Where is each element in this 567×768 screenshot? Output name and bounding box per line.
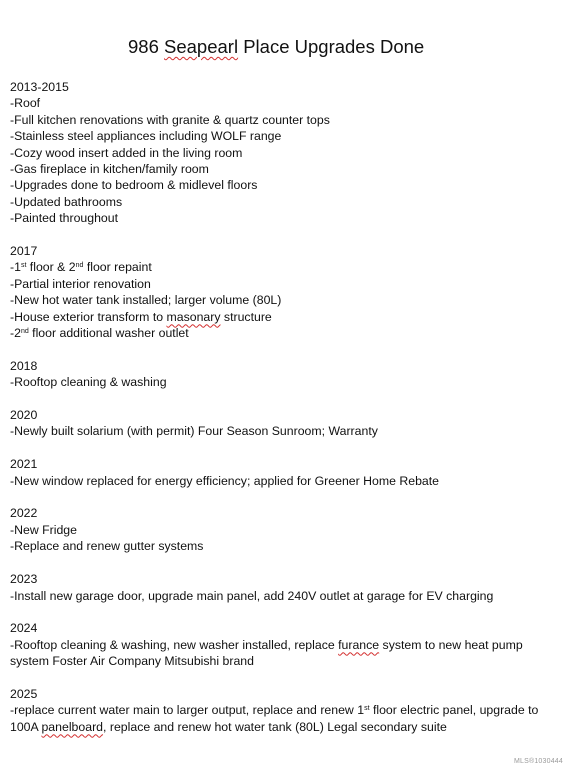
section-year: 2024	[10, 621, 38, 636]
text-part: -replace current water main to larger output, replace and renew 1	[10, 703, 365, 718]
spellcheck-word: furance	[338, 637, 380, 652]
title-prefix: 986	[128, 36, 165, 57]
spellcheck-word: panelboard	[41, 719, 104, 734]
text-part: -Rooftop cleaning & washing, new washer installed, replace	[10, 637, 339, 652]
list-item: -Rooftop cleaning & washing	[10, 375, 167, 390]
section-year: 2017	[10, 244, 38, 259]
text-part: -House exterior transform to	[10, 309, 167, 324]
text-part: structure	[220, 309, 272, 324]
section-2021	[10, 456, 555, 489]
list-item: -New hot water tank installed; larger volume (80L)	[10, 293, 282, 308]
section-year: 2022	[10, 506, 38, 521]
list-item	[10, 259, 555, 275]
text-part: -2	[10, 326, 21, 341]
list-item: -Stainless steel appliances including WOLF range	[10, 129, 282, 144]
section-2025	[10, 686, 555, 735]
list-item: -Install new garage door, upgrade main panel, add 240V outlet at garage for EV charging	[10, 588, 494, 603]
section-year: 2025	[10, 686, 38, 701]
section-2020	[10, 407, 555, 440]
list-item: -Newly built solarium (with permit) Four Season Sunroom; Warranty	[10, 424, 378, 439]
section-2017	[10, 243, 555, 341]
ordinal-suffix: nd	[75, 262, 84, 270]
list-item: -Full kitchen renovations with granite & quartz counter tops	[10, 112, 330, 127]
list-item: -Roof	[10, 96, 41, 111]
text-part: floor electric panel, upgrade to 100A	[10, 703, 539, 734]
list-item: -Gas fireplace in kitchen/family room	[10, 162, 209, 177]
list-item	[10, 637, 555, 670]
list-item: -New Fridge	[10, 522, 77, 537]
section-year: 2020	[10, 408, 38, 423]
text-part: , replace and renew hot water tank (80L) Legal secondary suite	[103, 719, 447, 734]
section-year: 2021	[10, 457, 38, 472]
section-2022	[10, 505, 555, 554]
text-part: system to new heat pump system Foster Air Company Mitsubishi brand	[10, 637, 523, 669]
list-item: -Upgrades done to bedroom & midlevel floors	[10, 178, 258, 193]
section-year: 2018	[10, 358, 38, 373]
text-part: floor & 2	[26, 260, 76, 275]
ordinal-suffix: nd	[20, 328, 29, 336]
section-2024	[10, 620, 555, 669]
section-year: 2013-2015	[10, 80, 69, 94]
title-suffix: Place Upgrades Done	[238, 36, 425, 57]
upgrades-list	[10, 79, 555, 752]
list-item: -New window replaced for energy efficiency; applied for Greener Home Rebate	[10, 473, 440, 488]
section-year: 2023	[10, 572, 38, 587]
list-item: -Updated bathrooms	[10, 194, 123, 209]
list-item: -Partial interior renovation	[10, 276, 151, 291]
section-2013-2015	[10, 79, 555, 227]
ordinal-suffix: st	[364, 705, 370, 713]
document-title	[128, 36, 424, 58]
list-item: -Cozy wood insert added in the living room	[10, 145, 243, 160]
list-item	[10, 325, 555, 341]
text-part: floor repaint	[83, 260, 152, 275]
ordinal-suffix: st	[20, 262, 27, 270]
list-item: -Painted throughout	[10, 211, 119, 226]
list-item	[10, 309, 555, 325]
spellcheck-word: masonary	[166, 309, 221, 324]
list-item: -Replace and renew gutter systems	[10, 539, 204, 554]
text-part: -1	[10, 260, 21, 275]
title-spellcheck-word: Seapearl	[164, 36, 239, 57]
section-2018	[10, 358, 555, 391]
list-item	[10, 702, 555, 735]
text-part: floor additional washer outlet	[28, 326, 189, 341]
mls-watermark: MLS®1030444	[513, 758, 563, 765]
section-2023	[10, 571, 555, 604]
